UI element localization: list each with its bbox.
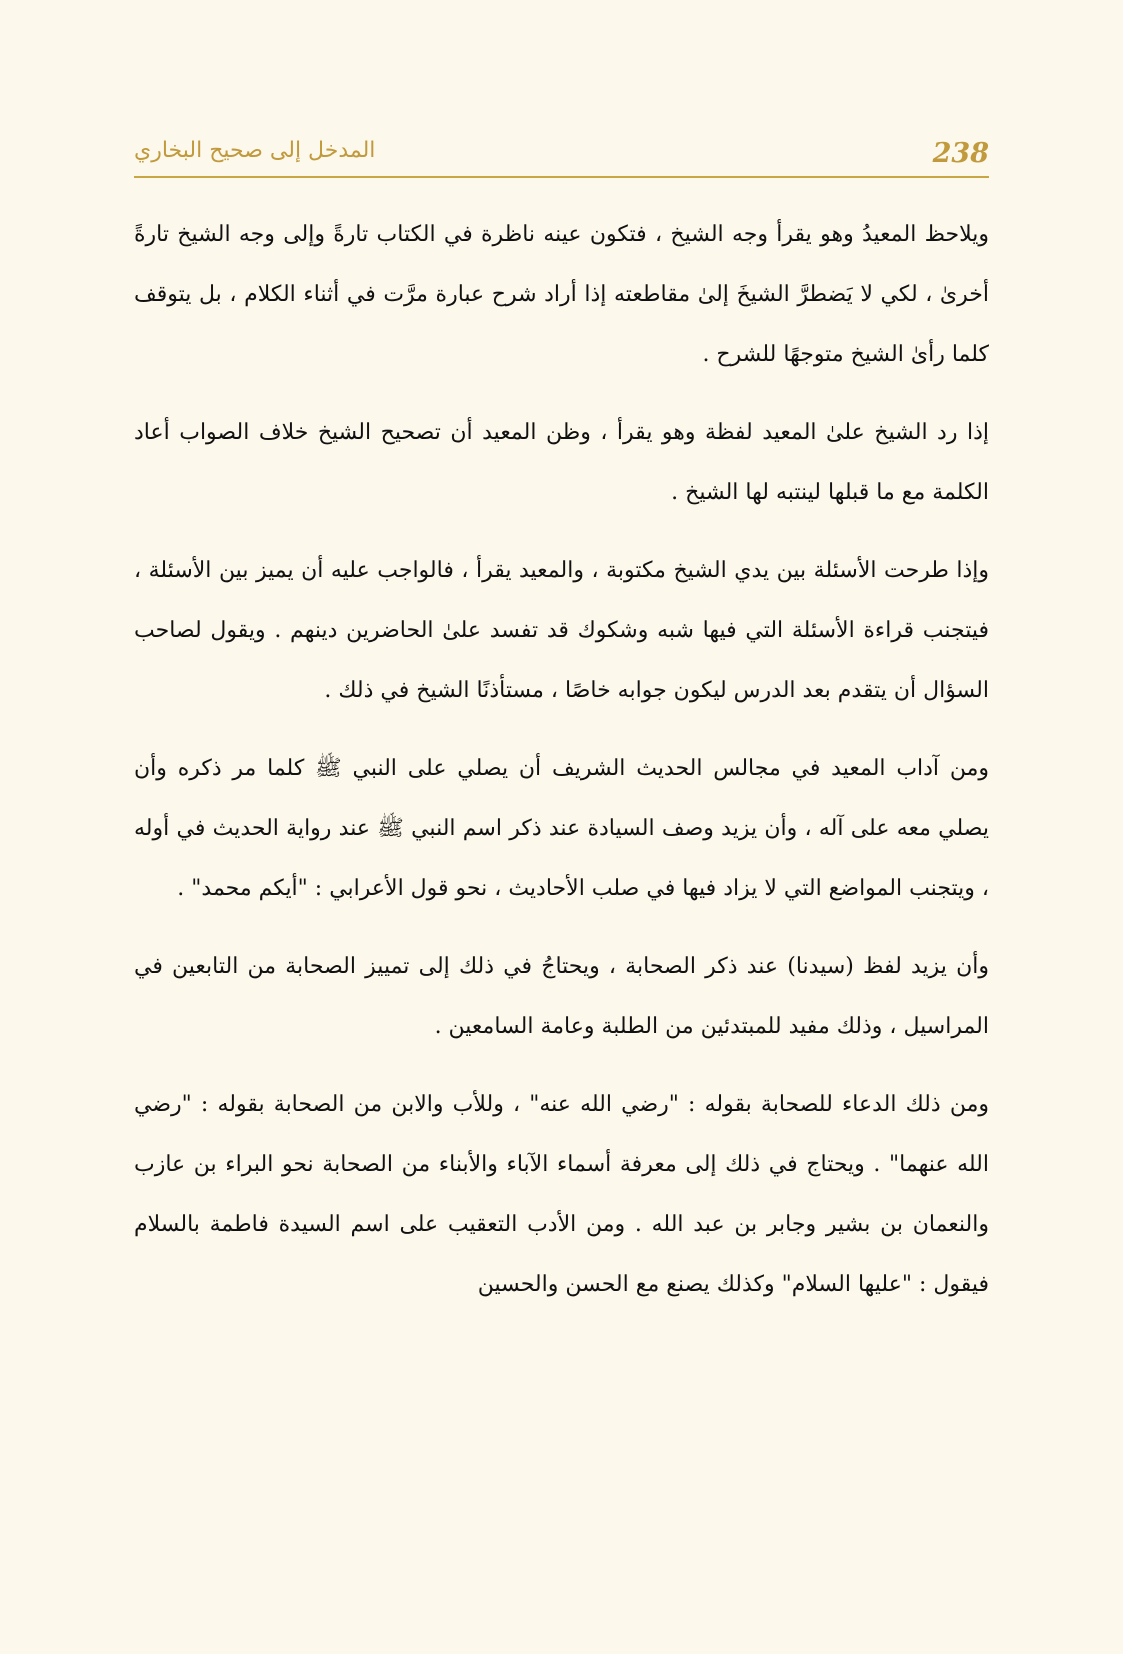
page-number: 238: [932, 138, 989, 169]
paragraph: ويلاحظ المعيدُ وهو يقرأ وجه الشيخ ، فتكون عينه ناظرة في الكتاب تارةً وإلى وجه الشيخ تارةً أخرىٰ ، لكي لا يَضطرَّ الشيخَ إلىٰ مقاطعته إذا أراد شرح عبارة مرَّت في أثناء الكلام ، بل يتوقف كلما رأىٰ الشيخ متوجهًا للشرح .: [134, 222, 989, 367]
paragraph: وأن يزيد لفظ (سيدنا) عند ذكر الصحابة ، ويحتاجُ في ذلك إلى تمييز الصحابة من التابعين في المراسيل ، وذلك مفيد للمبتدئين من الطلبة وعامة السامعين .: [134, 954, 989, 1039]
paragraph: وإذا طرحت الأسئلة بين يدي الشيخ مكتوبة ، والمعيد يقرأ ، فالواجب عليه أن يميز بين الأسئلة ، فيتجنب قراءة الأسئلة التي فيها شبه وشكوك قد تفسد علىٰ الحاضرين دينهم . ويقول لصاحب السؤال أن يتقدم بعد الدرس ليكون جوابه خاصًا ، مستأذنًا الشيخ في ذلك .: [134, 558, 990, 703]
page-header: [134, 130, 989, 178]
running-title: المدخل إلى صحيح البخاري: [134, 138, 376, 163]
body-text: [134, 205, 989, 1333]
paragraph: ومن ذلك الدعاء للصحابة بقوله : "رضي الله عنه" ، وللأب والابن من الصحابة بقوله : "رضي الله عنهما" . ويحتاج في ذلك إلى معرفة أسماء الآباء والأبناء من الصحابة نحو البراء بن عازب والنعمان بن بشير وجابر بن عبد الله . ومن الأدب التعقيب على اسم السيدة فاطمة بالسلام فيقول : "عليها السلام" وكذلك يصنع مع الحسن والحسين: [134, 1092, 989, 1297]
paragraph: ومن آداب المعيد في مجالس الحديث الشريف أن يصلي على النبي ﷺ كلما مر ذكره وأن يصلي معه على آله ، وأن يزيد وصف السيادة عند ذكر اسم النبي ﷺ عند رواية الحديث في أوله ، ويتجنب المواضع التي لا يزاد فيها في صلب الأحاديث ، نحو قول الأعرابي : "أيكم محمد" .: [134, 756, 989, 901]
paragraph: إذا رد الشيخ علىٰ المعيد لفظة وهو يقرأ ، وظن المعيد أن تصحيح الشيخ خلاف الصواب أعاد الكلمة مع ما قبلها لينتبه لها الشيخ .: [134, 420, 989, 505]
